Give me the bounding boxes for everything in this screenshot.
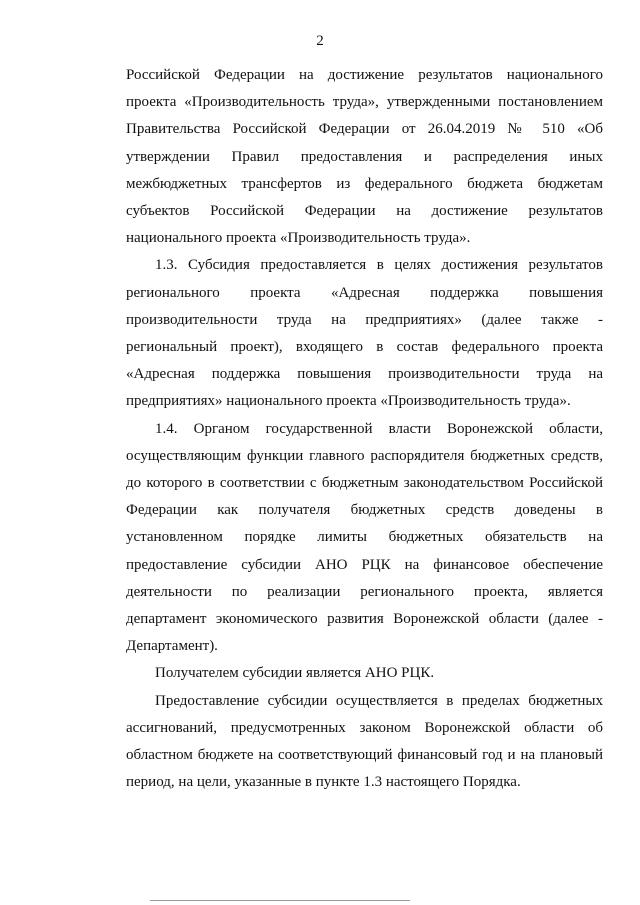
paragraph-recipient: Получателем субсидии является АНО РЦК. <box>155 665 435 682</box>
scan-edge-line <box>150 900 410 901</box>
paragraph-continuation: Российской Федерации на достижение результатов национального проекта «Производительность труда», утвержденными постановлением Правительства Российской Федерации от 26.04.2019 № 510 «Об утверждении Правил предоставления и распределения иных межбюджетных трансфертов из федерального бюджета бюджетам субъектов Российской Федерации на достижение результатов национального проекта «Производительность труда». <box>126 67 603 247</box>
document-body <box>126 62 603 796</box>
paragraph-1-4: 1.4. Органом государственной власти Воронежской области, осуществляющим функции главного распорядителя бюджетных средств, до которого в соответствии с бюджетным законодательством Российской Федерации как получателя бюджетных средств доведены в установленном порядке лимиты бюджетных обязательств на предоставление субсидии АНО РЦК на финансовое обеспечение деятельности по реализации регионального проекта, является департамент экономического развития Воронежской области (далее - Департамент). <box>126 420 603 655</box>
paragraph-budget-limits: Предоставление субсидии осуществляется в пределах бюджетных ассигнований, предусмотренных законом Воронежской области об областном бюджете на соответствующий финансовый год и на плановый период, на цели, указанные в пункте 1.3 настоящего Порядка. <box>126 692 603 791</box>
page-number: 2 <box>316 33 324 49</box>
paragraph-1-3: 1.3. Субсидия предоставляется в целях достижения результатов регионального проекта «Адресная поддержка повышения производительности труда на предприятиях» (далее также - региональный проект), входящего в состав федерального проекта «Адресная поддержка повышения производительности труда на предприятиях» национального проекта «Производительность труда». <box>126 257 603 410</box>
